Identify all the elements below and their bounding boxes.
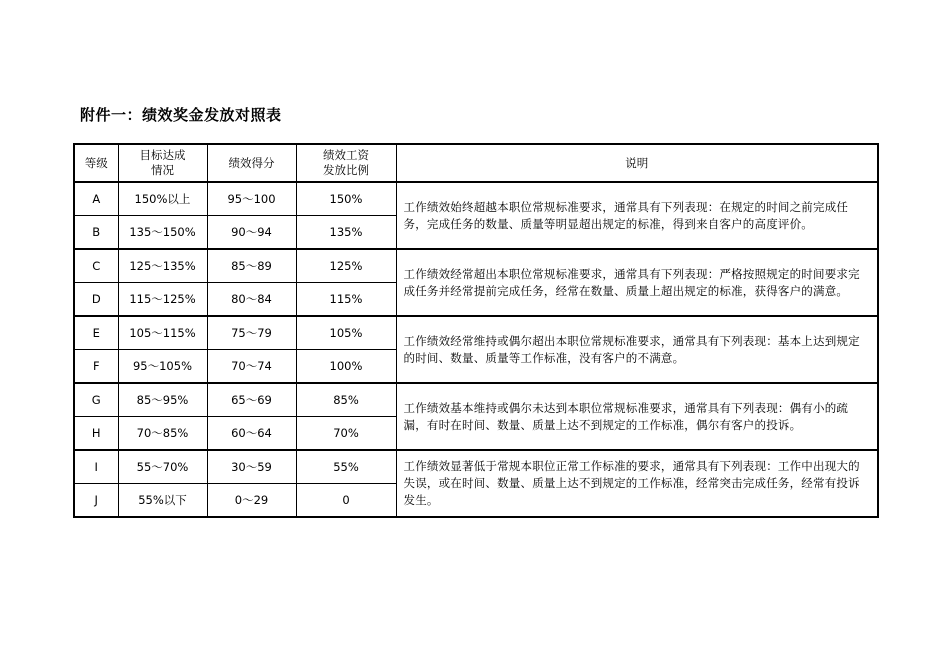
table-row bbox=[74, 182, 878, 216]
grade-cell: C bbox=[74, 249, 118, 283]
target-cell: 55%以下 bbox=[118, 484, 207, 518]
header-target-line1: 目标达成 bbox=[139, 148, 186, 162]
header-score: 绩效得分 bbox=[207, 144, 296, 182]
target-cell: 115～125% bbox=[118, 283, 207, 317]
header-target bbox=[118, 144, 207, 182]
description-cell: 工作绩效基本维持或偶尔未达到本职位常规标准要求，通常具有下列表现：偶有小的疏漏，有时在时间、数量、质量上达不到规定的工作标准，偶尔有客户的投诉。 bbox=[396, 383, 878, 450]
score-cell: 85～89 bbox=[207, 249, 296, 283]
target-cell: 55～70% bbox=[118, 450, 207, 484]
table-row bbox=[74, 249, 878, 283]
header-ratio-line1: 绩效工资 bbox=[323, 148, 369, 162]
ratio-cell: 135% bbox=[296, 216, 396, 250]
score-cell: 90～94 bbox=[207, 216, 296, 250]
header-target-line2: 情况 bbox=[151, 163, 174, 177]
grade-cell: H bbox=[74, 417, 118, 451]
description-cell: 工作绩效显著低于常规本职位正常工作标准的要求，通常具有下列表现：工作中出现大的失误，或在时间、数量、质量上达不到规定的工作标准，经常突击完成任务，经常有投诉发生。 bbox=[396, 450, 878, 517]
header-desc: 说明 bbox=[396, 144, 878, 182]
target-cell: 105～115% bbox=[118, 316, 207, 350]
grade-cell: B bbox=[74, 216, 118, 250]
table-row bbox=[74, 316, 878, 350]
grade-cell: D bbox=[74, 283, 118, 317]
score-cell: 65～69 bbox=[207, 383, 296, 417]
ratio-cell: 55% bbox=[296, 450, 396, 484]
score-cell: 0～29 bbox=[207, 484, 296, 518]
header-row bbox=[74, 144, 878, 182]
score-cell: 70～74 bbox=[207, 350, 296, 384]
ratio-cell: 100% bbox=[296, 350, 396, 384]
ratio-cell: 0 bbox=[296, 484, 396, 518]
header-ratio bbox=[296, 144, 396, 182]
grade-cell: E bbox=[74, 316, 118, 350]
ratio-cell: 70% bbox=[296, 417, 396, 451]
target-cell: 85～95% bbox=[118, 383, 207, 417]
grade-cell: I bbox=[74, 450, 118, 484]
score-cell: 60～64 bbox=[207, 417, 296, 451]
grade-cell: J bbox=[74, 484, 118, 518]
grade-cell: F bbox=[74, 350, 118, 384]
score-cell: 80～84 bbox=[207, 283, 296, 317]
description-cell: 工作绩效经常超出本职位常规标准要求，通常具有下列表现：严格按照规定的时间要求完成任务并经常提前完成任务，经常在数量、质量上超出规定的标准，获得客户的满意。 bbox=[396, 249, 878, 316]
table-row bbox=[74, 450, 878, 484]
header-grade: 等级 bbox=[74, 144, 118, 182]
bonus-table bbox=[73, 143, 879, 518]
target-cell: 150%以上 bbox=[118, 182, 207, 216]
score-cell: 30～59 bbox=[207, 450, 296, 484]
header-ratio-line2: 发放比例 bbox=[323, 163, 369, 177]
target-cell: 95～105% bbox=[118, 350, 207, 384]
ratio-cell: 150% bbox=[296, 182, 396, 216]
table-row bbox=[74, 383, 878, 417]
score-cell: 95～100 bbox=[207, 182, 296, 216]
target-cell: 70～85% bbox=[118, 417, 207, 451]
description-cell: 工作绩效经常维持或偶尔超出本职位常规标准要求，通常具有下列表现：基本上达到规定的时间、数量、质量等工作标准，没有客户的不满意。 bbox=[396, 316, 878, 383]
ratio-cell: 85% bbox=[296, 383, 396, 417]
grade-cell: G bbox=[74, 383, 118, 417]
document-title: 附件一：绩效奖金发放对照表 bbox=[80, 106, 282, 124]
ratio-cell: 105% bbox=[296, 316, 396, 350]
target-cell: 135～150% bbox=[118, 216, 207, 250]
ratio-cell: 115% bbox=[296, 283, 396, 317]
target-cell: 125～135% bbox=[118, 249, 207, 283]
grade-cell: A bbox=[74, 182, 118, 216]
ratio-cell: 125% bbox=[296, 249, 396, 283]
description-cell: 工作绩效始终超越本职位常规标准要求，通常具有下列表现：在规定的时间之前完成任务，完成任务的数量、质量等明显超出规定的标准，得到来自客户的高度评价。 bbox=[396, 182, 878, 249]
score-cell: 75～79 bbox=[207, 316, 296, 350]
